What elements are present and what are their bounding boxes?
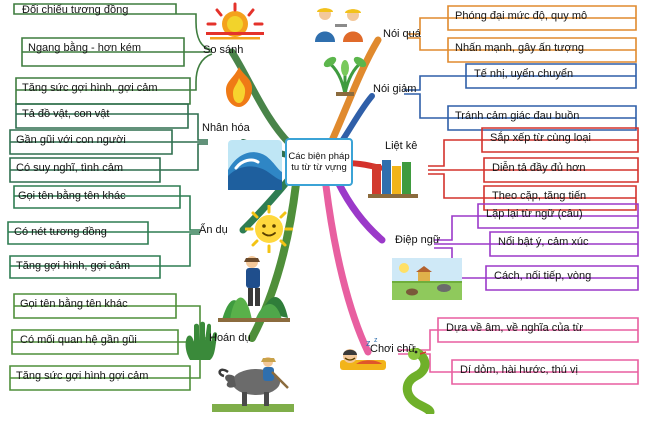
leaf-hoan-du-2[interactable]: Có mối quan hệ gần gũi — [20, 334, 137, 346]
sun-smile-icon — [245, 205, 293, 253]
plant-icon — [322, 54, 368, 96]
snake-icon — [394, 348, 438, 414]
sunrise-icon — [204, 2, 266, 42]
branch-title-choi-chu[interactable]: Chơi chữ — [370, 343, 416, 355]
leaf-an-du-3[interactable]: Tăng gợi hình, gợi cảm — [16, 260, 131, 272]
books-icon — [368, 158, 418, 198]
leaf-diep-ngu-2[interactable]: Nổi bật ý, cảm xúc — [498, 236, 589, 248]
branch-title-liet-ke[interactable]: Liệt kê — [385, 140, 418, 152]
svg-text:z: z — [374, 337, 378, 344]
svg-text:z: z — [366, 338, 371, 348]
sleeping-person-icon — [336, 336, 390, 376]
fire-icon — [222, 66, 256, 108]
branch-title-an-du[interactable]: Ẩn dụ — [199, 224, 228, 236]
branch-title-noi-giam[interactable]: Nói giảm — [373, 83, 417, 95]
workers-icon — [305, 4, 377, 44]
leaf-noi-qua-1[interactable]: Phóng đại mức độ, quy mô — [455, 10, 588, 22]
leaf-choi-chu-1[interactable]: Dựa về âm, về nghĩa của từ — [446, 322, 584, 334]
leaf-liet-ke-1[interactable]: Sắp xếp từ cùng loại — [490, 132, 591, 144]
buffalo-icon — [212, 352, 294, 412]
field-icon — [392, 258, 462, 300]
leaf-noi-qua-2[interactable]: Nhấn mạnh, gây ấn tượng — [455, 42, 584, 54]
branch-title-diep-ngu[interactable]: Điệp ngữ — [395, 234, 441, 246]
branch-title-nhan-hoa[interactable]: Nhân hóa — [202, 122, 250, 134]
leaf-nhan-hoa-2[interactable]: Gần gũi với con người — [16, 134, 126, 146]
leaf-so-sanh-2[interactable]: Ngang bằng - hơn kém — [28, 42, 142, 54]
wave-icon — [228, 140, 282, 190]
branch-title-so-sanh[interactable]: So sánh — [203, 44, 244, 56]
branch-title-hoan-du[interactable]: Hoán dụ — [209, 332, 251, 344]
branch-title-noi-qua[interactable]: Nói quá — [383, 28, 421, 40]
leaf-nhan-hoa-3[interactable]: Có suy nghĩ, tình cảm — [16, 162, 123, 174]
leaf-diep-ngu-3[interactable]: Cách, nối tiếp, vòng — [494, 270, 592, 282]
leaf-an-du-1[interactable]: Gọi tên bằng tên khác — [18, 190, 126, 202]
leaf-so-sanh-3[interactable]: Tăng sức gợi hình, gợi cảm — [22, 82, 158, 94]
leaf-liet-ke-2[interactable]: Diễn tả đầy đủ hơn — [492, 162, 586, 174]
leaf-hoan-du-1[interactable]: Gọi tên bằng tên khác — [20, 298, 128, 310]
leaf-choi-chu-2[interactable]: Dí dỏm, hài hước, thú vị — [460, 364, 578, 376]
leaf-hoan-du-3[interactable]: Tăng sức gợi hình gợi cảm — [16, 370, 149, 382]
leaf-nhan-hoa-1[interactable]: Tả đồ vật, con vật — [22, 108, 110, 120]
center-node[interactable]: Các biện pháp tu từ từ vựng — [285, 138, 353, 186]
leaf-so-sanh-1[interactable]: Đối chiếu tương đồng — [22, 4, 129, 16]
leaf-noi-giam-2[interactable]: Tránh cảm giác đau buồn — [455, 110, 580, 122]
leaf-an-du-2[interactable]: Có nét tương đồng — [14, 226, 107, 238]
leaf-noi-giam-1[interactable]: Tế nhị, uyển chuyển — [474, 68, 574, 80]
farmer-icon — [218, 252, 290, 322]
leaf-liet-ke-3[interactable]: Theo cặp, tăng tiến — [492, 190, 587, 202]
leaf-diep-ngu-1[interactable]: Lặp lại từ ngữ (câu) — [486, 208, 583, 220]
